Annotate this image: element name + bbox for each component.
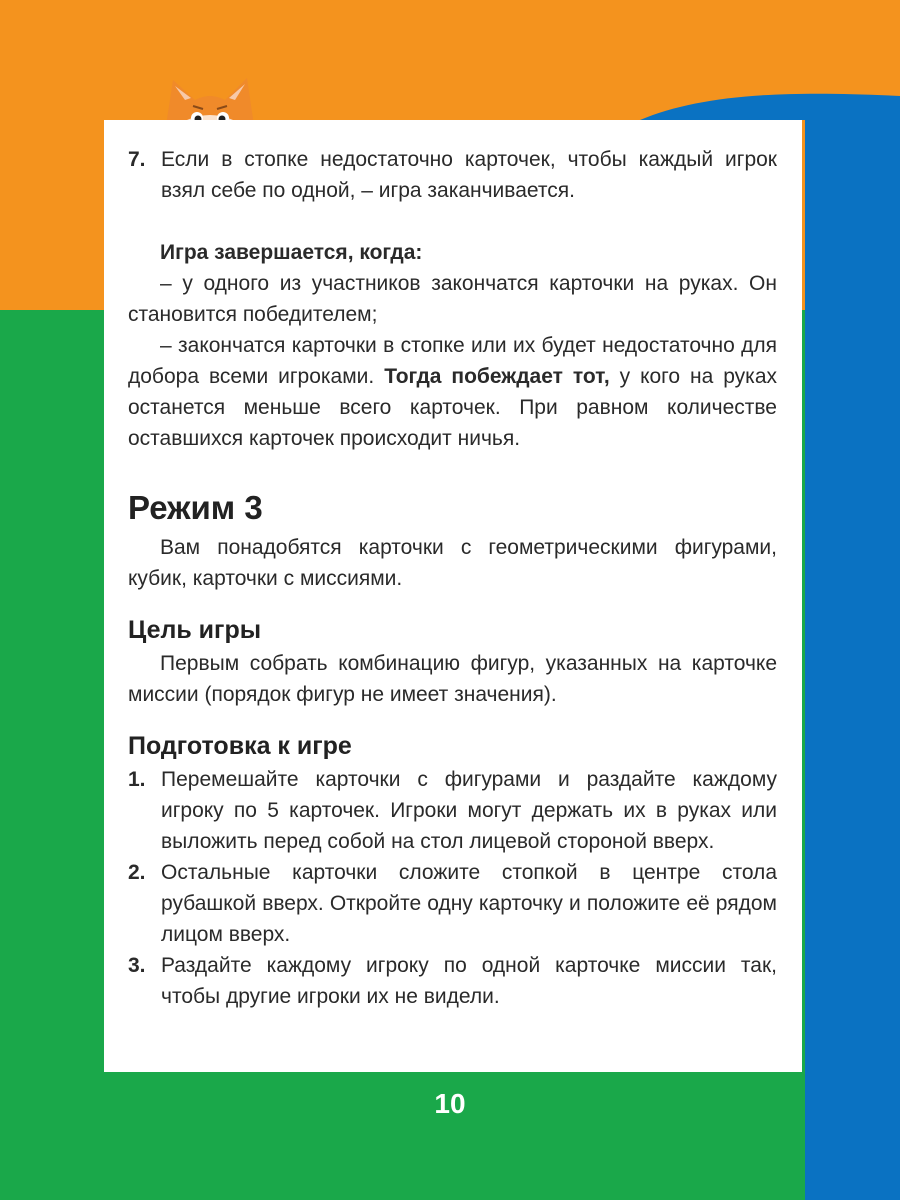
mode-3-text: Вам понадобятся карточки с геометрическими фигурами, кубик, карточки с миссиями. [128,536,777,590]
preparation-item-text: Перемешайте карточки с фигурами и раздайте каждому игроку по 5 карточек. Игроки могут держать их в руках или выложить перед собой на стол лицевой стороной вверх. [161,768,777,853]
end-condition-2-bold: Тогда побеждает тот, [384,365,610,388]
end-condition-2 [128,330,777,454]
goal-title: Цель игры [128,616,262,644]
end-condition-2-start: – закончатся карточки в стопке или их будет недостаточно для добора всеми игроками. [128,334,777,388]
preparation-item-text: Остальные карточки сложите стопкой в центре стола рубашкой вверх. Откройте одну карточку и положите её рядом лицом вверх. [161,861,777,946]
end-condition-1: – у одного из участников закончатся карточки на руках. Он становится победителем; [128,272,777,326]
preparation-item-number: 2. [128,861,146,884]
preparation-item [128,764,777,857]
page-number: 10 [434,1088,466,1119]
preparation-item [128,950,777,1012]
rule-7-text: Если в стопке недостаточно карточек, чтобы каждый игрок взял себе по одной, – игра заканчивается. [161,148,777,202]
preparation-item-text: Раздайте каждому игроку по одной карточке миссии так, чтобы другие игроки их не видели. [161,954,777,1008]
rules-card [104,120,802,1072]
rule-7-number: 7. [128,148,146,171]
goal-text: Первым собрать комбинацию фигур, указанных на карточке миссии (порядок фигур не имеет значения). [128,652,777,706]
preparation-item-number: 3. [128,954,146,977]
end-conditions-heading: Игра завершается, когда: [160,241,423,264]
end-condition-2-end: у кого на руках останется меньше всего карточек. При равном количестве оставшихся карточек происходит ничья. [128,365,777,450]
rule-7 [128,144,777,206]
preparation-title: Подготовка к игре [128,732,352,760]
preparation-item [128,857,777,950]
preparation-item-number: 1. [128,768,146,791]
mode-3-title: Режим 3 [128,489,263,526]
